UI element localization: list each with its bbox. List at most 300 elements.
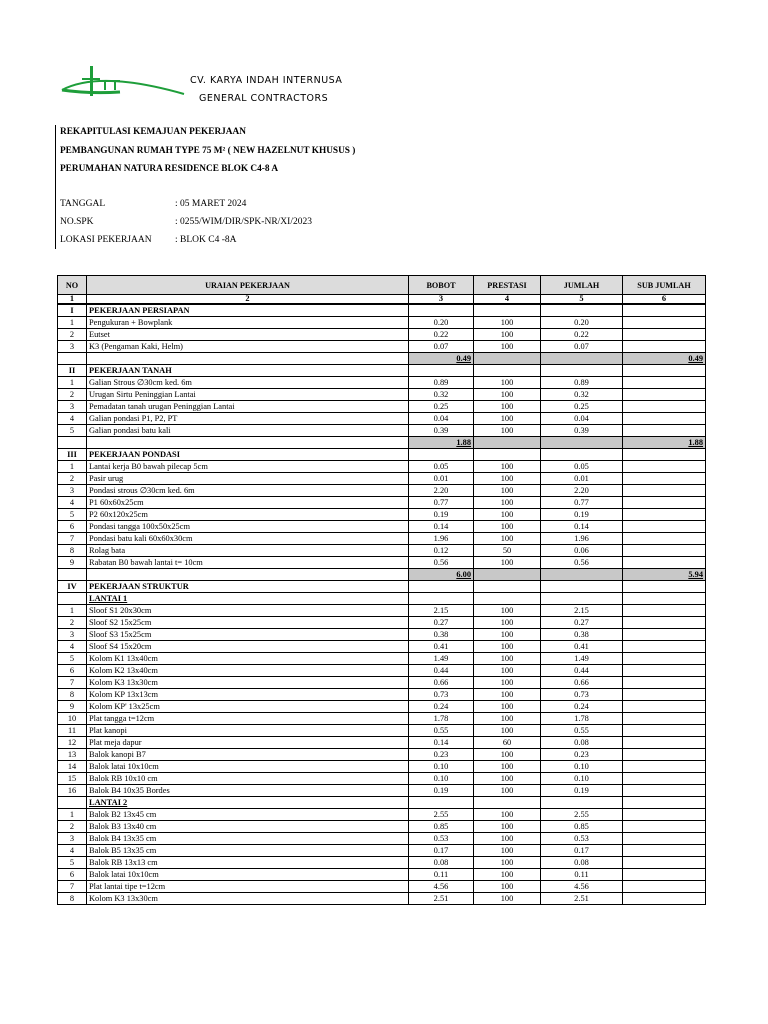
bobot-value: 0.08 (409, 857, 474, 869)
bobot-value: 0.19 (409, 785, 474, 797)
section-title: PEKERJAAN PONDASI (87, 449, 409, 461)
header-sub-jumlah: SUB JUMLAH (623, 276, 706, 295)
bobot-value: 0.32 (409, 389, 474, 401)
prestasi-value: 100 (474, 425, 541, 437)
prestasi-value: 100 (474, 653, 541, 665)
empty-cell (623, 701, 706, 713)
item-number: 1 (58, 317, 87, 329)
jumlah-value: 0.04 (541, 413, 623, 425)
table-row (58, 377, 706, 389)
item-description: Galian Strous ∅30cm ked. 6m (87, 377, 409, 389)
jumlah-value: 0.39 (541, 425, 623, 437)
table-row (58, 857, 706, 869)
empty-cell (623, 617, 706, 629)
item-number: 1 (58, 809, 87, 821)
sub-jumlah-value: 5.94 (623, 569, 706, 581)
col-number: 4 (474, 295, 541, 305)
item-number: 1 (58, 377, 87, 389)
bobot-value: 0.38 (409, 629, 474, 641)
empty-cell (623, 725, 706, 737)
spk-label: NO.SPK (60, 217, 94, 227)
empty-cell (87, 437, 409, 449)
item-description: Balok B4 10x35 Bordes (87, 785, 409, 797)
item-description: Kolom K1 13x40cm (87, 653, 409, 665)
table-row (58, 869, 706, 881)
ktt-logo-icon (60, 64, 185, 100)
empty-cell (623, 821, 706, 833)
item-number: 5 (58, 425, 87, 437)
col-number: 6 (623, 295, 706, 305)
jumlah-value: 0.01 (541, 473, 623, 485)
item-description: Sloof S1 20x30cm (87, 605, 409, 617)
item-number: 8 (58, 545, 87, 557)
prestasi-value: 100 (474, 521, 541, 533)
jumlah-value: 0.19 (541, 509, 623, 521)
empty-cell (541, 437, 623, 449)
bobot-value: 0.41 (409, 641, 474, 653)
item-number: 2 (58, 389, 87, 401)
col-number: 5 (541, 295, 623, 305)
empty-cell (409, 449, 474, 461)
jumlah-value: 0.22 (541, 329, 623, 341)
empty-cell (409, 365, 474, 377)
table-row (58, 425, 706, 437)
subtotal-bobot: 0.49 (409, 353, 474, 365)
empty-cell (623, 509, 706, 521)
prestasi-value: 100 (474, 617, 541, 629)
prestasi-value: 100 (474, 713, 541, 725)
empty-cell (474, 581, 541, 593)
prestasi-value: 100 (474, 413, 541, 425)
item-description: Sloof S3 15x25cm (87, 629, 409, 641)
empty-cell (623, 881, 706, 893)
table-row (58, 485, 706, 497)
bobot-value: 0.14 (409, 521, 474, 533)
bobot-value: 0.77 (409, 497, 474, 509)
bobot-value: 1.78 (409, 713, 474, 725)
item-number: 4 (58, 413, 87, 425)
item-description: Sloof S4 15x20cm (87, 641, 409, 653)
section-number: IV (58, 581, 87, 593)
prestasi-value: 100 (474, 845, 541, 857)
item-number: 13 (58, 749, 87, 761)
bobot-value: 0.85 (409, 821, 474, 833)
prestasi-value: 100 (474, 329, 541, 341)
table-row (58, 533, 706, 545)
empty-cell (623, 629, 706, 641)
prestasi-value: 100 (474, 485, 541, 497)
prestasi-value: 100 (474, 689, 541, 701)
section-number: II (58, 365, 87, 377)
bobot-value: 2.55 (409, 809, 474, 821)
jumlah-value: 0.06 (541, 545, 623, 557)
bobot-value: 0.89 (409, 377, 474, 389)
bobot-value: 0.23 (409, 749, 474, 761)
bobot-value: 0.11 (409, 869, 474, 881)
item-description: Balok latai 10x10cm (87, 869, 409, 881)
empty-cell (623, 677, 706, 689)
empty-cell (58, 437, 87, 449)
prestasi-value: 100 (474, 677, 541, 689)
prestasi-value: 100 (474, 701, 541, 713)
table-row (58, 737, 706, 749)
item-number: 1 (58, 461, 87, 473)
section-row (58, 304, 706, 317)
item-description: Balok B4 13x35 cm (87, 833, 409, 845)
header-uraian: URAIAN PEKERJAAN (87, 276, 409, 295)
header-jumlah: JUMLAH (541, 276, 623, 295)
prestasi-value: 100 (474, 401, 541, 413)
item-number: 1 (58, 605, 87, 617)
bobot-value: 0.66 (409, 677, 474, 689)
empty-cell (623, 713, 706, 725)
table-row (58, 605, 706, 617)
table-row (58, 401, 706, 413)
table-row (58, 701, 706, 713)
table-row (58, 845, 706, 857)
prestasi-value: 100 (474, 893, 541, 905)
item-number: 5 (58, 653, 87, 665)
item-description: Pondasi batu kali 60x60x30cm (87, 533, 409, 545)
bobot-value: 2.20 (409, 485, 474, 497)
bobot-value: 0.10 (409, 773, 474, 785)
bobot-value: 0.22 (409, 329, 474, 341)
subtotal-row (58, 353, 706, 365)
jumlah-value: 0.08 (541, 737, 623, 749)
section-title: PEKERJAAN TANAH (87, 365, 409, 377)
section-title: PEKERJAAN PERSIAPAN (87, 304, 409, 317)
table-row (58, 509, 706, 521)
table-row (58, 749, 706, 761)
table-row (58, 665, 706, 677)
jumlah-value: 2.20 (541, 485, 623, 497)
item-number: 4 (58, 497, 87, 509)
jumlah-value: 0.53 (541, 833, 623, 845)
empty-cell (541, 449, 623, 461)
bobot-value: 0.17 (409, 845, 474, 857)
empty-cell (623, 521, 706, 533)
section-number: I (58, 304, 87, 317)
bobot-value: 0.20 (409, 317, 474, 329)
item-description: Balok B2 13x45 cm (87, 809, 409, 821)
item-number: 7 (58, 533, 87, 545)
jumlah-value: 0.07 (541, 341, 623, 353)
jumlah-value: 0.73 (541, 689, 623, 701)
lokasi-value: : BLOK C4 -8A (175, 235, 237, 245)
prestasi-value: 100 (474, 869, 541, 881)
table-row (58, 545, 706, 557)
prestasi-value: 100 (474, 857, 541, 869)
prestasi-value: 100 (474, 833, 541, 845)
jumlah-value: 0.44 (541, 665, 623, 677)
subtotal-row (58, 437, 706, 449)
empty-cell (623, 845, 706, 857)
item-number: 5 (58, 509, 87, 521)
item-description: Balok B5 13x35 cm (87, 845, 409, 857)
table-row (58, 317, 706, 329)
item-description: Balok B3 13x40 cm (87, 821, 409, 833)
jumlah-value: 0.11 (541, 869, 623, 881)
item-description: Eutset (87, 329, 409, 341)
column-number-row (58, 295, 706, 305)
item-description: P2 60x120x25cm (87, 509, 409, 521)
item-description: P1 60x60x25cm (87, 497, 409, 509)
empty-cell (623, 833, 706, 845)
item-number: 2 (58, 821, 87, 833)
empty-cell (623, 761, 706, 773)
item-description: Balok kanopi B7 (87, 749, 409, 761)
empty-cell (541, 569, 623, 581)
jumlah-value: 4.56 (541, 881, 623, 893)
lokasi-label: LOKASI PEKERJAAN (60, 235, 152, 245)
jumlah-value: 0.41 (541, 641, 623, 653)
jumlah-value: 2.15 (541, 605, 623, 617)
item-number: 2 (58, 617, 87, 629)
section-row (58, 365, 706, 377)
item-number: 3 (58, 485, 87, 497)
jumlah-value: 0.10 (541, 773, 623, 785)
empty-cell (623, 737, 706, 749)
table-row (58, 389, 706, 401)
bobot-value: 0.14 (409, 737, 474, 749)
col-number: 1 (58, 295, 87, 305)
item-description: Kolom K3 13x30cm (87, 893, 409, 905)
sub-jumlah-value: 1.88 (623, 437, 706, 449)
empty-cell (623, 365, 706, 377)
empty-cell (474, 449, 541, 461)
jumlah-value: 2.55 (541, 809, 623, 821)
item-number: 10 (58, 713, 87, 725)
bobot-value: 0.25 (409, 401, 474, 413)
item-description: Galian pondasi batu kali (87, 425, 409, 437)
item-number: 14 (58, 761, 87, 773)
item-description: Pondasi tangga 100x50x25cm (87, 521, 409, 533)
empty-cell (623, 545, 706, 557)
empty-cell (474, 437, 541, 449)
group-row (58, 593, 706, 605)
progress-table (57, 275, 706, 905)
item-number: 9 (58, 557, 87, 569)
jumlah-value: 0.23 (541, 749, 623, 761)
item-description: Plat meja dapur (87, 737, 409, 749)
prestasi-value: 100 (474, 725, 541, 737)
prestasi-value: 100 (474, 497, 541, 509)
bobot-value: 2.51 (409, 893, 474, 905)
prestasi-value: 100 (474, 317, 541, 329)
empty-cell (623, 377, 706, 389)
group-title: LANTAI 1 (87, 593, 409, 605)
prestasi-value: 100 (474, 605, 541, 617)
jumlah-value: 2.51 (541, 893, 623, 905)
empty-cell (87, 353, 409, 365)
item-description: Kolom KP 13x13cm (87, 689, 409, 701)
empty-cell (623, 689, 706, 701)
prestasi-value: 50 (474, 545, 541, 557)
item-number: 6 (58, 869, 87, 881)
bobot-value: 1.49 (409, 653, 474, 665)
header-no: NO (58, 276, 87, 295)
item-description: K3 (Pengaman Kaki, Helm) (87, 341, 409, 353)
item-description: Plat lantai tipe t=12cm (87, 881, 409, 893)
jumlah-value: 1.49 (541, 653, 623, 665)
empty-cell (87, 569, 409, 581)
item-description: Kolom K3 13x30cm (87, 677, 409, 689)
empty-cell (623, 857, 706, 869)
item-number: 6 (58, 665, 87, 677)
item-number: 2 (58, 329, 87, 341)
empty-cell (541, 353, 623, 365)
item-number: 3 (58, 341, 87, 353)
doc-title: REKAPITULASI KEMAJUAN PEKERJAAN (60, 127, 246, 137)
empty-cell (623, 605, 706, 617)
prestasi-value: 100 (474, 821, 541, 833)
bobot-value: 0.01 (409, 473, 474, 485)
jumlah-value: 0.27 (541, 617, 623, 629)
empty-cell (623, 809, 706, 821)
empty-cell (474, 569, 541, 581)
bobot-value: 0.12 (409, 545, 474, 557)
prestasi-value: 100 (474, 533, 541, 545)
prestasi-value: 100 (474, 641, 541, 653)
prestasi-value: 100 (474, 629, 541, 641)
empty-cell (58, 593, 87, 605)
empty-cell (58, 569, 87, 581)
section-number: III (58, 449, 87, 461)
jumlah-value: 0.05 (541, 461, 623, 473)
prestasi-value: 100 (474, 809, 541, 821)
prestasi-value: 100 (474, 473, 541, 485)
table-row (58, 725, 706, 737)
item-description: Lantai kerja B0 bawah pilecap 5cm (87, 461, 409, 473)
empty-cell (623, 665, 706, 677)
subtotal-row (58, 569, 706, 581)
header-divider (55, 125, 56, 249)
table-row (58, 785, 706, 797)
group-title: LANTAI 2 (87, 797, 409, 809)
bobot-value: 4.56 (409, 881, 474, 893)
empty-cell (623, 485, 706, 497)
empty-cell (623, 449, 706, 461)
item-description: Plat tangga t=12cm (87, 713, 409, 725)
item-description: Sloof S2 15x25cm (87, 617, 409, 629)
table-row (58, 617, 706, 629)
header-bobot: BOBOT (409, 276, 474, 295)
jumlah-value: 0.56 (541, 557, 623, 569)
empty-cell (541, 581, 623, 593)
bobot-value: 0.19 (409, 509, 474, 521)
empty-cell (623, 389, 706, 401)
empty-cell (623, 593, 706, 605)
item-description: Galian pondasi P1, P2, PT (87, 413, 409, 425)
item-description: Urugan Sirtu Peninggian Lantai (87, 389, 409, 401)
empty-cell (623, 413, 706, 425)
prestasi-value: 100 (474, 749, 541, 761)
empty-cell (474, 365, 541, 377)
empty-cell (623, 785, 706, 797)
empty-cell (541, 593, 623, 605)
item-number: 12 (58, 737, 87, 749)
prestasi-value: 100 (474, 881, 541, 893)
prestasi-value: 100 (474, 773, 541, 785)
empty-cell (474, 797, 541, 809)
jumlah-value: 0.38 (541, 629, 623, 641)
item-description: Rabatan B0 bawah lantai t= 10cm (87, 557, 409, 569)
empty-cell (474, 353, 541, 365)
bobot-value: 0.05 (409, 461, 474, 473)
bobot-value: 0.55 (409, 725, 474, 737)
item-number: 6 (58, 521, 87, 533)
jumlah-value: 0.25 (541, 401, 623, 413)
bobot-value: 0.53 (409, 833, 474, 845)
empty-cell (623, 317, 706, 329)
table-row (58, 641, 706, 653)
empty-cell (623, 869, 706, 881)
tanggal-value: : 05 MARET 2024 (175, 199, 247, 209)
prestasi-value: 60 (474, 737, 541, 749)
empty-cell (409, 304, 474, 317)
table-row (58, 497, 706, 509)
bobot-value: 2.15 (409, 605, 474, 617)
jumlah-value: 0.10 (541, 761, 623, 773)
table-row (58, 713, 706, 725)
table-row (58, 653, 706, 665)
table-row (58, 413, 706, 425)
group-row (58, 797, 706, 809)
jumlah-value: 0.55 (541, 725, 623, 737)
subtotal-bobot: 6.00 (409, 569, 474, 581)
header-prestasi: PRESTASI (474, 276, 541, 295)
empty-cell (623, 425, 706, 437)
sub-jumlah-value: 0.49 (623, 353, 706, 365)
empty-cell (623, 533, 706, 545)
item-number: 4 (58, 845, 87, 857)
tanggal-label: TANGGAL (60, 199, 106, 209)
item-number: 4 (58, 641, 87, 653)
table-row (58, 677, 706, 689)
item-number: 8 (58, 689, 87, 701)
jumlah-value: 1.96 (541, 533, 623, 545)
empty-cell (409, 581, 474, 593)
table-row (58, 557, 706, 569)
prestasi-value: 100 (474, 389, 541, 401)
prestasi-value: 100 (474, 461, 541, 473)
item-number: 8 (58, 893, 87, 905)
bobot-value: 0.24 (409, 701, 474, 713)
spk-value: : 0255/WIM/DIR/SPK-NR/XI/2023 (175, 217, 312, 227)
item-number: 5 (58, 857, 87, 869)
item-number: 7 (58, 677, 87, 689)
empty-cell (623, 497, 706, 509)
empty-cell (623, 749, 706, 761)
empty-cell (541, 304, 623, 317)
empty-cell (623, 304, 706, 317)
empty-cell (623, 557, 706, 569)
empty-cell (623, 893, 706, 905)
jumlah-value: 0.14 (541, 521, 623, 533)
table-row (58, 341, 706, 353)
jumlah-value: 0.20 (541, 317, 623, 329)
item-description: Pondasi strous ∅30cm ked. 6m (87, 485, 409, 497)
table-row (58, 521, 706, 533)
jumlah-value: 0.19 (541, 785, 623, 797)
section-row (58, 449, 706, 461)
empty-cell (623, 461, 706, 473)
prestasi-value: 100 (474, 665, 541, 677)
item-description: Kolom K2 13x40cm (87, 665, 409, 677)
empty-cell (541, 365, 623, 377)
item-description: Pengukuran + Bowplank (87, 317, 409, 329)
item-description: Pemadatan tanah urugan Peninggian Lantai (87, 401, 409, 413)
